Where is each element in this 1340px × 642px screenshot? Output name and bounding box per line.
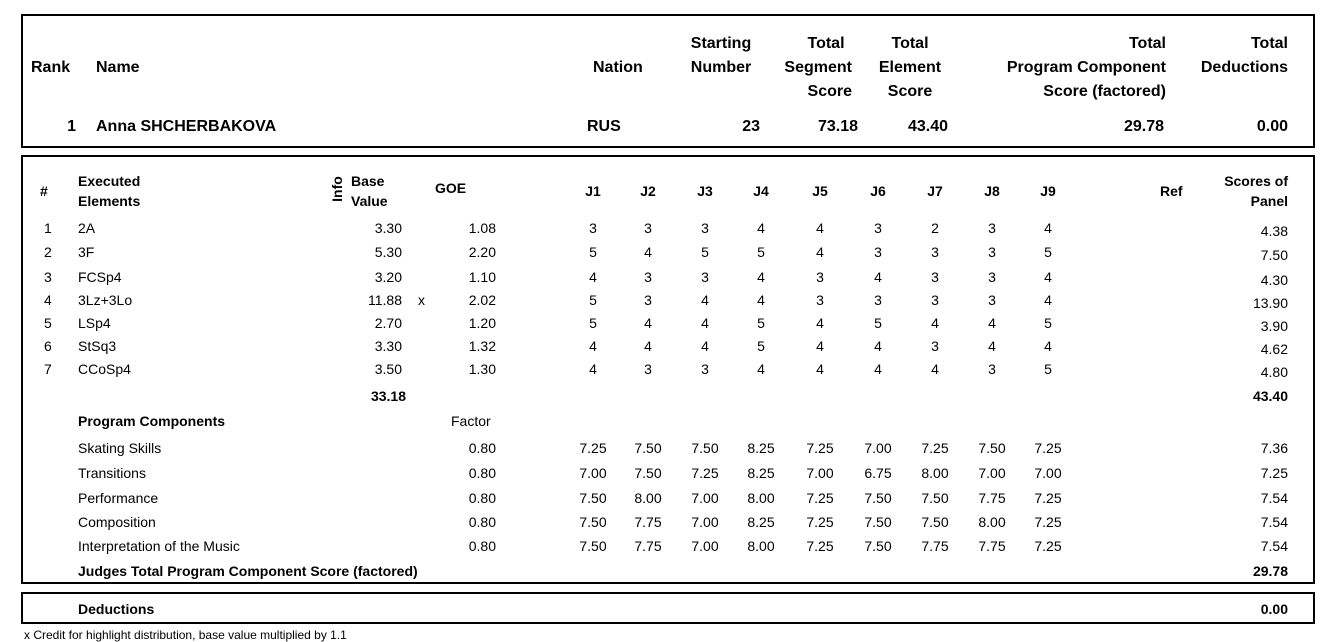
tes-header: Total Element Score: [878, 35, 942, 100]
element-number: 4: [44, 292, 52, 308]
skater-pcs: 29.78: [1123, 118, 1164, 135]
judge-score: 7.75: [978, 490, 1006, 506]
judge-score: 7.25: [579, 440, 607, 456]
program-components-label: Program Components: [78, 413, 226, 429]
element-name: 3Lz+3Lo: [78, 292, 133, 308]
skater-starting-number: 23: [742, 118, 760, 135]
judge-header: J2: [640, 183, 656, 199]
component-name: Performance: [78, 490, 159, 506]
judge-score: 3: [644, 292, 652, 308]
judge-score: 4: [644, 315, 652, 331]
skater-tes: 43.40: [907, 118, 948, 135]
element-goe: 2.02: [468, 292, 496, 308]
component-factor: 0.80: [468, 538, 496, 554]
judge-header: J4: [753, 183, 769, 199]
element-name: 3F: [78, 244, 95, 260]
judge-score: 4: [1044, 338, 1052, 354]
judge-score: 7.25: [1034, 490, 1062, 506]
judge-score: 4: [757, 220, 765, 236]
element-goe: 1.32: [468, 338, 496, 354]
element-number: 7: [44, 361, 52, 377]
judge-score: 4: [757, 292, 765, 308]
judge-header: J7: [927, 183, 943, 199]
judge-score: 7.00: [691, 514, 719, 530]
judge-score: 4: [988, 338, 996, 354]
judge-score: 3: [988, 244, 996, 260]
judge-score: 7.25: [691, 465, 719, 481]
judge-score: 4: [816, 244, 824, 260]
judge-score: 7.50: [579, 490, 607, 506]
judge-score: 4: [1044, 220, 1052, 236]
judge-score: 5: [589, 244, 597, 260]
judge-score: 3: [644, 361, 652, 377]
judge-header: J1: [585, 183, 601, 199]
judge-score: 3: [931, 269, 939, 285]
judge-score: 4: [644, 338, 652, 354]
judge-score: 4: [701, 338, 709, 354]
element-base-value: 11.88: [368, 292, 402, 308]
element-name: LSp4: [78, 315, 111, 331]
judge-score: 7.00: [1034, 465, 1062, 481]
judge-score: 7.75: [978, 538, 1006, 554]
element-goe: 1.30: [468, 361, 496, 377]
element-number: 2: [44, 244, 52, 260]
element-name: FCSp4: [78, 269, 122, 285]
judge-score: 7.50: [864, 514, 892, 530]
element-base-value: 3.20: [374, 269, 402, 285]
judge-score: 4: [816, 220, 824, 236]
element-number: 5: [44, 315, 52, 331]
judge-score: 8.00: [921, 465, 949, 481]
panel-elements-total: 43.40: [1252, 388, 1288, 404]
component-factor: 0.80: [468, 440, 496, 456]
component-name: Composition: [78, 514, 156, 530]
component-panel-score: 7.36: [1260, 440, 1288, 456]
judge-score: 7.50: [921, 514, 949, 530]
judge-score: 7.00: [691, 538, 719, 554]
base-value-total: 33.18: [370, 388, 406, 404]
judge-score: 7.00: [579, 465, 607, 481]
judge-score: 3: [931, 244, 939, 260]
rank-header: Rank: [31, 59, 71, 76]
judge-score: 5: [757, 338, 765, 354]
judge-score: 8.25: [747, 465, 775, 481]
component-panel-score: 7.54: [1260, 538, 1288, 554]
element-goe: 1.08: [468, 220, 496, 236]
num-header: #: [40, 183, 48, 199]
element-panel-score: 13.90: [1252, 295, 1288, 311]
judge-score: 3: [644, 269, 652, 285]
judge-score: 4: [816, 315, 824, 331]
judge-score: 7.25: [921, 440, 949, 456]
footnote: x Credit for highlight distribution, base value multiplied by 1.1: [24, 628, 347, 642]
judge-score: 5: [874, 315, 882, 331]
judge-score: 7.25: [806, 490, 834, 506]
judge-score: 4: [757, 269, 765, 285]
component-panel-score: 7.25: [1260, 465, 1288, 481]
element-base-value: 3.50: [374, 361, 402, 377]
judge-score: 7.00: [978, 465, 1006, 481]
element-panel-score: 4.80: [1260, 364, 1288, 380]
element-panel-score: 3.90: [1260, 318, 1288, 334]
judge-score: 3: [701, 220, 709, 236]
element-goe: 2.20: [468, 244, 496, 260]
component-factor: 0.80: [468, 514, 496, 530]
judge-score: 8.00: [634, 490, 662, 506]
judge-score: 7.50: [864, 538, 892, 554]
info-header: Info: [329, 176, 345, 202]
component-factor: 0.80: [468, 465, 496, 481]
component-panel-score: 7.54: [1260, 490, 1288, 506]
element-base-value: 3.30: [374, 220, 402, 236]
judge-score: 3: [988, 292, 996, 308]
judge-score: 5: [589, 292, 597, 308]
judge-score: 5: [589, 315, 597, 331]
judge-score: 3: [874, 244, 882, 260]
judge-score: 7.50: [579, 538, 607, 554]
judge-score: 7.50: [634, 440, 662, 456]
judge-score: 4: [589, 338, 597, 354]
goe-header: GOE: [435, 180, 467, 196]
element-number: 6: [44, 338, 52, 354]
judge-score: 3: [644, 220, 652, 236]
judge-score: 4: [1044, 269, 1052, 285]
judge-score: 4: [757, 361, 765, 377]
judge-score: 3: [931, 338, 939, 354]
judge-score: 4: [874, 338, 882, 354]
pc-total-value: 29.78: [1252, 563, 1288, 579]
judge-score: 7.50: [691, 440, 719, 456]
judge-header: J5: [812, 183, 828, 199]
judge-score: 7.75: [921, 538, 949, 554]
judge-score: 4: [1044, 292, 1052, 308]
judge-score: 8.25: [747, 514, 775, 530]
judge-score: 8.25: [747, 440, 775, 456]
nation-header: Nation: [593, 59, 643, 76]
element-name: CCoSp4: [78, 361, 131, 377]
judge-score: 3: [988, 361, 996, 377]
base-value-header: Base Value: [351, 173, 388, 209]
factor-header: Factor: [451, 413, 491, 429]
deductions-value: 0.00: [1260, 601, 1288, 617]
judge-score: 3: [931, 292, 939, 308]
deductions-box: [21, 592, 1315, 624]
judge-score: 5: [757, 244, 765, 260]
judge-score: 4: [931, 361, 939, 377]
executed-elements-header: Executed Elements: [78, 173, 141, 209]
judge-score: 4: [816, 361, 824, 377]
judge-header: J8: [984, 183, 1000, 199]
judge-score: 5: [1044, 361, 1052, 377]
judge-score: 4: [644, 244, 652, 260]
judge-score: 7.50: [978, 440, 1006, 456]
judge-score: 4: [931, 315, 939, 331]
judge-score: 5: [757, 315, 765, 331]
judge-score: 3: [701, 269, 709, 285]
judge-score: 7.50: [634, 465, 662, 481]
judge-score: 7.25: [1034, 514, 1062, 530]
judge-score: 3: [874, 292, 882, 308]
pcs-header: Total Program Component Score (factored): [1006, 35, 1166, 100]
component-name: Skating Skills: [78, 440, 162, 456]
element-number: 3: [44, 269, 52, 285]
judge-score: 3: [988, 269, 996, 285]
judge-score: 3: [874, 220, 882, 236]
judge-score: 7.75: [634, 538, 662, 554]
deductions-label: Deductions: [78, 601, 155, 617]
component-factor: 0.80: [468, 490, 496, 506]
judge-score: 4: [701, 292, 709, 308]
element-panel-score: 4.62: [1260, 341, 1288, 357]
element-base-value: 5.30: [374, 244, 402, 260]
deductions-header: Total Deductions: [1200, 35, 1288, 76]
judge-score: 4: [874, 269, 882, 285]
judge-score: 7.25: [806, 440, 834, 456]
skater-nation: RUS: [587, 118, 621, 135]
judge-score: 7.00: [864, 440, 892, 456]
element-base-value: 3.30: [374, 338, 402, 354]
judge-score: 5: [1044, 244, 1052, 260]
element-name: StSq3: [78, 338, 117, 354]
panel-header: Scores of Panel: [1224, 173, 1288, 209]
judge-score: 7.25: [806, 514, 834, 530]
element-info: x: [418, 292, 425, 308]
starting-number-header: Starting Number: [690, 35, 752, 76]
element-name: 2A: [78, 220, 96, 236]
pc-total-label: Judges Total Program Component Score (factored): [78, 563, 418, 579]
name-header: Name: [96, 59, 140, 76]
skater-rank: 1: [67, 118, 76, 135]
judge-score: 7.50: [579, 514, 607, 530]
ref-header: Ref: [1160, 183, 1183, 199]
judge-score: 8.00: [747, 538, 775, 554]
judge-score: 6.75: [864, 465, 892, 481]
element-panel-score: 4.30: [1260, 272, 1288, 288]
element-panel-score: 7.50: [1260, 247, 1288, 263]
judge-score: 3: [988, 220, 996, 236]
element-panel-score: 4.38: [1260, 223, 1288, 239]
judge-score: 3: [701, 361, 709, 377]
judge-score: 8.00: [978, 514, 1006, 530]
judge-score: 4: [816, 338, 824, 354]
skater-tss: 73.18: [817, 118, 858, 135]
judge-score: 7.50: [864, 490, 892, 506]
component-name: Transitions: [78, 465, 146, 481]
judge-score: 7.25: [1034, 440, 1062, 456]
judge-score: 2: [931, 220, 939, 236]
component-panel-score: 7.54: [1260, 514, 1288, 530]
judge-score: 3: [816, 269, 824, 285]
judge-header: J6: [870, 183, 886, 199]
judge-score: 7.00: [691, 490, 719, 506]
element-base-value: 2.70: [374, 315, 402, 331]
judge-score: 4: [701, 315, 709, 331]
judge-score: 3: [816, 292, 824, 308]
judge-score: 4: [988, 315, 996, 331]
component-name: Interpretation of the Music: [78, 538, 240, 554]
judge-score: 7.50: [921, 490, 949, 506]
judge-score: 7.75: [634, 514, 662, 530]
element-number: 1: [44, 220, 52, 236]
judge-score: 5: [1044, 315, 1052, 331]
judge-header: J3: [697, 183, 713, 199]
judge-header: J9: [1040, 183, 1056, 199]
judge-score: 7.25: [1034, 538, 1062, 554]
tss-header: Total Segment Score: [784, 35, 852, 100]
judge-score: 5: [701, 244, 709, 260]
judge-score: 8.00: [747, 490, 775, 506]
element-goe: 1.10: [468, 269, 496, 285]
judge-score: 3: [589, 220, 597, 236]
element-goe: 1.20: [468, 315, 496, 331]
skater-deductions: 0.00: [1256, 118, 1288, 135]
skater-name: Anna SHCHERBAKOVA: [96, 118, 277, 135]
judge-score: 7.00: [806, 465, 834, 481]
judge-score: 4: [589, 269, 597, 285]
judge-score: 4: [589, 361, 597, 377]
judge-score: 7.25: [806, 538, 834, 554]
judge-score: 4: [874, 361, 882, 377]
